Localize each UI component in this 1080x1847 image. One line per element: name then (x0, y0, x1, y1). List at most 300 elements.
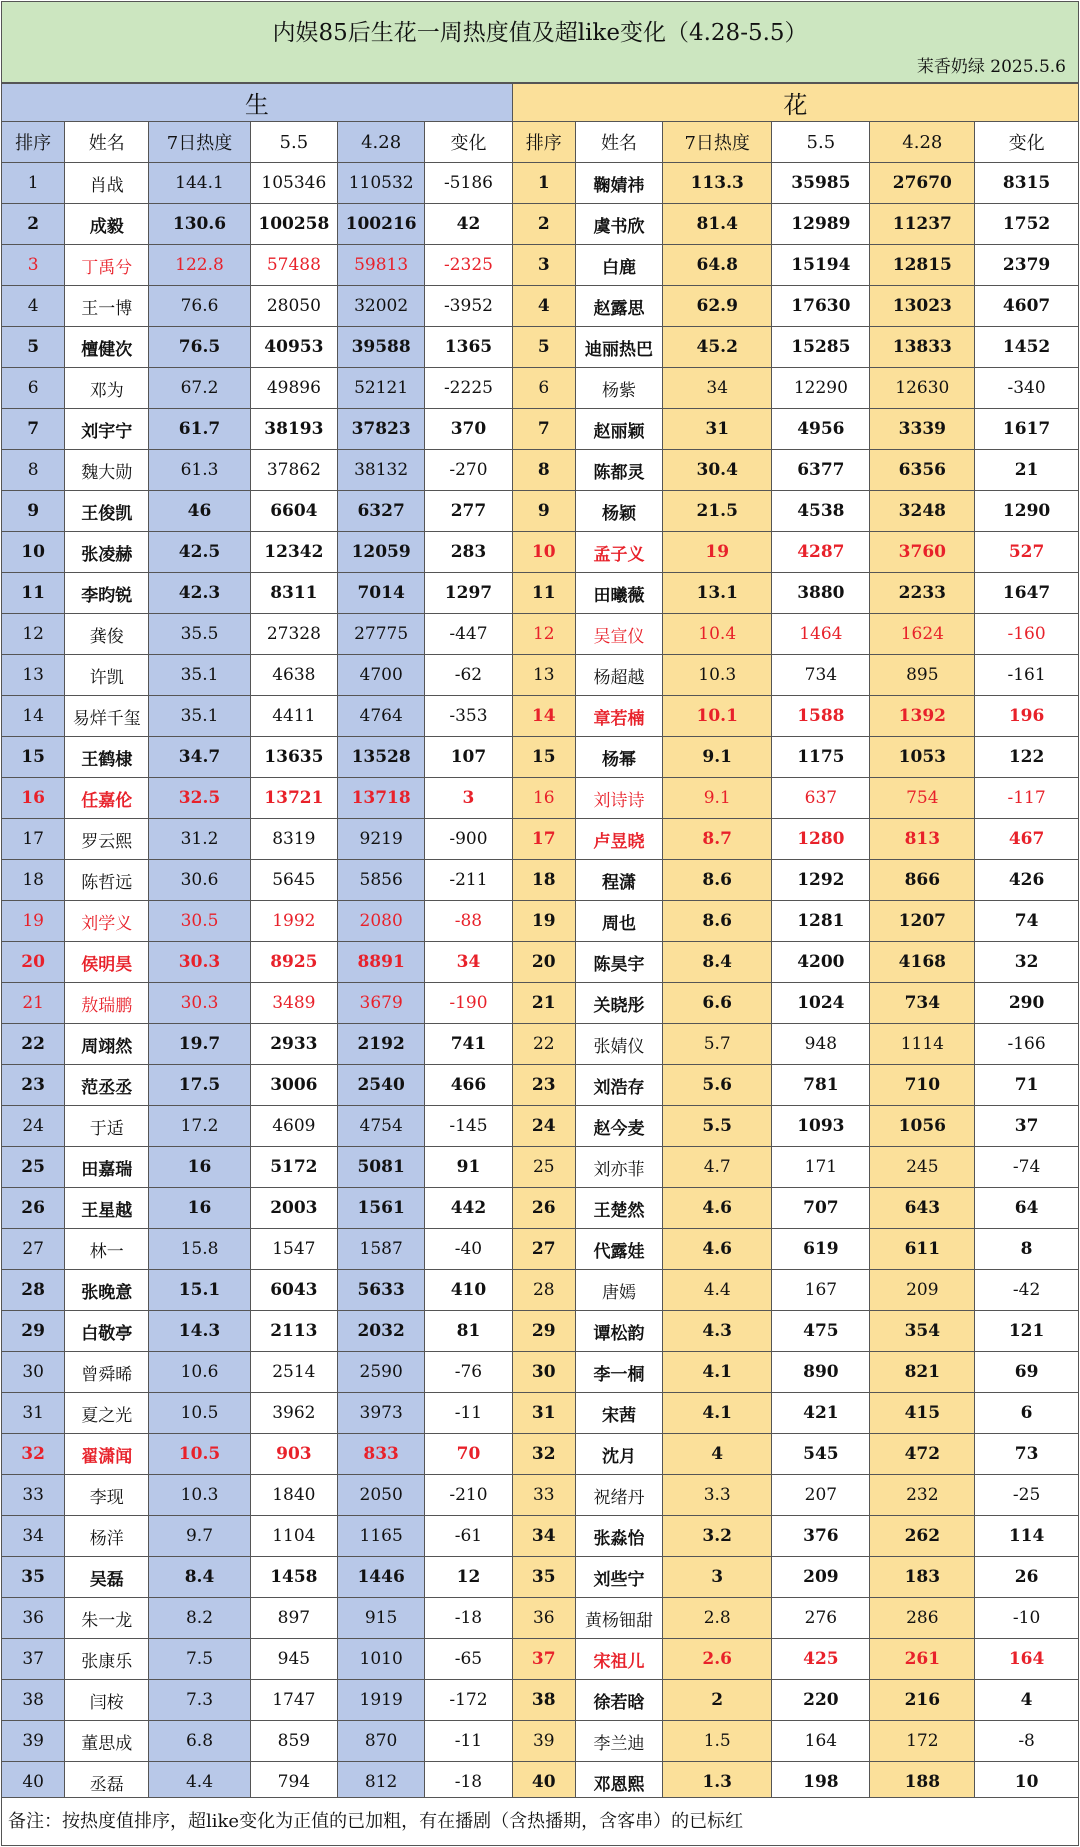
sheng-change-cell: 107 (425, 737, 512, 778)
sheng-value-0428-cell: 1587 (338, 1229, 425, 1270)
sheng-name-cell: 于适 (65, 1106, 149, 1147)
sheng-rank-cell: 9 (2, 491, 65, 532)
hua-name-cell: 张婧仪 (575, 1024, 662, 1065)
sheng-rank-cell: 8 (2, 450, 65, 491)
table-row (2, 1434, 1079, 1475)
sheng-rank-cell: 13 (2, 655, 65, 696)
hua-name-cell: 杨超越 (575, 655, 662, 696)
table-row (2, 1557, 1079, 1598)
hua-rank-cell: 15 (512, 737, 575, 778)
sheng-change-cell: -211 (425, 860, 512, 901)
sheng-value-0505-cell: 945 (250, 1639, 337, 1680)
hua-value-0505-cell: 3880 (772, 573, 870, 614)
hua-value-0428-cell: 216 (870, 1680, 975, 1721)
sheng-heat-cell: 61.7 (149, 409, 250, 450)
sheng-value-0505-cell: 5172 (250, 1147, 337, 1188)
hua-value-0505-cell: 167 (772, 1270, 870, 1311)
hua-heat-cell: 9.1 (663, 778, 772, 819)
sheng-heat-cell: 17.2 (149, 1106, 250, 1147)
hua-rank-cell: 33 (512, 1475, 575, 1516)
sheng-name-cell: 杨洋 (65, 1516, 149, 1557)
hua-change-cell: 1752 (975, 204, 1079, 245)
hua-rank-cell: 12 (512, 614, 575, 655)
sheng-heat-cell: 35.5 (149, 614, 250, 655)
hua-heat-cell: 3.3 (663, 1475, 772, 1516)
hua-value-0505-cell: 1024 (772, 983, 870, 1024)
sheng-rank-cell: 4 (2, 286, 65, 327)
sheng-heat-cell: 35.1 (149, 655, 250, 696)
hua-change-cell: 467 (975, 819, 1079, 860)
sheng-rank-cell: 34 (2, 1516, 65, 1557)
sheng-heat-cell: 16 (149, 1147, 250, 1188)
sheng-heat-cell: 4.4 (149, 1762, 250, 1803)
sheng-value-0428-cell: 1010 (338, 1639, 425, 1680)
sheng-rank-cell: 14 (2, 696, 65, 737)
sheng-rank-cell: 12 (2, 614, 65, 655)
sheng-value-0505-cell: 4638 (250, 655, 337, 696)
sheng-heat-cell: 15.1 (149, 1270, 250, 1311)
hua-heat-cell: 2.6 (663, 1639, 772, 1680)
hua-name-cell: 唐嫣 (575, 1270, 662, 1311)
hua-heat-cell: 31 (663, 409, 772, 450)
hua-value-0428-cell: 415 (870, 1393, 975, 1434)
sheng-value-0428-cell: 6327 (338, 491, 425, 532)
sheng-name-cell: 刘宇宁 (65, 409, 149, 450)
sheng-rank-cell: 21 (2, 983, 65, 1024)
hua-name-cell: 迪丽热巴 (575, 327, 662, 368)
table-row (2, 286, 1079, 327)
sheng-name-cell: 檀健次 (65, 327, 149, 368)
sheng-heat-cell: 32.5 (149, 778, 250, 819)
hua-heat-cell: 19 (663, 532, 772, 573)
hua-value-0505-cell: 637 (772, 778, 870, 819)
hua-value-0505-cell: 376 (772, 1516, 870, 1557)
hua-heat-cell: 8.7 (663, 819, 772, 860)
sheng-rank-cell: 15 (2, 737, 65, 778)
sheng-value-0428-cell: 13528 (338, 737, 425, 778)
hua-name-cell: 刘些宁 (575, 1557, 662, 1598)
hua-value-0505-cell: 276 (772, 1598, 870, 1639)
hua-change-cell: 1617 (975, 409, 1079, 450)
col-header-heat: 7日热度 (149, 122, 250, 163)
hua-value-0428-cell: 813 (870, 819, 975, 860)
hua-change-cell: 74 (975, 901, 1079, 942)
sheng-change-cell: 466 (425, 1065, 512, 1106)
hua-rank-cell: 34 (512, 1516, 575, 1557)
sheng-change-cell: 741 (425, 1024, 512, 1065)
col-header-rank: 排序 (2, 122, 65, 163)
sheng-change-cell: 12 (425, 1557, 512, 1598)
hua-heat-cell: 10.1 (663, 696, 772, 737)
hua-value-0505-cell: 198 (772, 1762, 870, 1803)
table-row (2, 327, 1079, 368)
hua-heat-cell: 4.3 (663, 1311, 772, 1352)
sheng-name-cell: 魏大勋 (65, 450, 149, 491)
hua-heat-cell: 45.2 (663, 327, 772, 368)
hua-value-0428-cell: 1392 (870, 696, 975, 737)
sheng-value-0428-cell: 2590 (338, 1352, 425, 1393)
sheng-value-0505-cell: 4609 (250, 1106, 337, 1147)
table-row (2, 1024, 1079, 1065)
hua-value-0505-cell: 1280 (772, 819, 870, 860)
hua-value-0428-cell: 13023 (870, 286, 975, 327)
hua-name-cell: 刘诗诗 (575, 778, 662, 819)
hua-value-0428-cell: 245 (870, 1147, 975, 1188)
sheng-name-cell: 敖瑞鹏 (65, 983, 149, 1024)
hua-name-cell: 章若楠 (575, 696, 662, 737)
sheng-name-cell: 张晚意 (65, 1270, 149, 1311)
hua-rank-cell: 30 (512, 1352, 575, 1393)
sheng-name-cell: 夏之光 (65, 1393, 149, 1434)
hua-name-cell: 邓恩熙 (575, 1762, 662, 1803)
table-row (2, 1680, 1079, 1721)
sheng-value-0505-cell: 1840 (250, 1475, 337, 1516)
hua-value-0505-cell: 890 (772, 1352, 870, 1393)
sheng-change-cell: -5186 (425, 163, 512, 204)
table-row (2, 901, 1079, 942)
hua-change-cell: 8 (975, 1229, 1079, 1270)
table-row (2, 696, 1079, 737)
hua-heat-cell: 5.5 (663, 1106, 772, 1147)
sheng-value-0428-cell: 4700 (338, 655, 425, 696)
hua-change-cell: 2379 (975, 245, 1079, 286)
sheng-heat-cell: 122.8 (149, 245, 250, 286)
hua-value-0428-cell: 611 (870, 1229, 975, 1270)
hua-value-0505-cell: 475 (772, 1311, 870, 1352)
sheng-change-cell: 3 (425, 778, 512, 819)
hua-change-cell: -42 (975, 1270, 1079, 1311)
sheng-value-0505-cell: 100258 (250, 204, 337, 245)
sheng-heat-cell: 16 (149, 1188, 250, 1229)
hua-name-cell: 杨紫 (575, 368, 662, 409)
sheng-rank-cell: 29 (2, 1311, 65, 1352)
sheng-name-cell: 翟潇闻 (65, 1434, 149, 1475)
hua-rank-cell: 27 (512, 1229, 575, 1270)
sheng-value-0428-cell: 5081 (338, 1147, 425, 1188)
table-row (2, 942, 1079, 983)
sheng-name-cell: 王一博 (65, 286, 149, 327)
hua-change-cell: 6 (975, 1393, 1079, 1434)
hua-value-0505-cell: 1464 (772, 614, 870, 655)
table-row (2, 491, 1079, 532)
sheng-change-cell: -40 (425, 1229, 512, 1270)
sheng-heat-cell: 19.7 (149, 1024, 250, 1065)
sheng-rank-cell: 35 (2, 1557, 65, 1598)
col-header-d428: 4.28 (870, 122, 975, 163)
sheng-name-cell: 李昀锐 (65, 573, 149, 614)
hua-value-0428-cell: 1056 (870, 1106, 975, 1147)
hua-rank-cell: 10 (512, 532, 575, 573)
sheng-change-cell: -88 (425, 901, 512, 942)
sheng-value-0505-cell: 897 (250, 1598, 337, 1639)
col-header-name: 姓名 (575, 122, 662, 163)
sheng-value-0428-cell: 1165 (338, 1516, 425, 1557)
hua-value-0505-cell: 15285 (772, 327, 870, 368)
hua-value-0505-cell: 1093 (772, 1106, 870, 1147)
hua-value-0428-cell: 472 (870, 1434, 975, 1475)
sheng-heat-cell: 34.7 (149, 737, 250, 778)
hua-value-0505-cell: 4287 (772, 532, 870, 573)
sheng-value-0428-cell: 27775 (338, 614, 425, 655)
sheng-heat-cell: 31.2 (149, 819, 250, 860)
sheng-value-0505-cell: 13721 (250, 778, 337, 819)
hua-name-cell: 徐若晗 (575, 1680, 662, 1721)
sheng-heat-cell: 10.3 (149, 1475, 250, 1516)
hua-heat-cell: 10.3 (663, 655, 772, 696)
sheng-value-0505-cell: 859 (250, 1721, 337, 1762)
sheng-rank-cell: 17 (2, 819, 65, 860)
sheng-heat-cell: 61.3 (149, 450, 250, 491)
sheng-rank-cell: 2 (2, 204, 65, 245)
hua-change-cell: 71 (975, 1065, 1079, 1106)
table-row (2, 1270, 1079, 1311)
hua-name-cell: 李兰迪 (575, 1721, 662, 1762)
sheng-rank-cell: 19 (2, 901, 65, 942)
table-row (2, 1311, 1079, 1352)
hua-name-cell: 赵露思 (575, 286, 662, 327)
table-row (2, 655, 1079, 696)
sheng-value-0428-cell: 37823 (338, 409, 425, 450)
hua-rank-cell: 16 (512, 778, 575, 819)
sheng-name-cell: 丞磊 (65, 1762, 149, 1803)
hua-value-0428-cell: 183 (870, 1557, 975, 1598)
table-row (2, 450, 1079, 491)
hua-name-cell: 代露娃 (575, 1229, 662, 1270)
sheng-value-0505-cell: 3962 (250, 1393, 337, 1434)
hua-heat-cell: 34 (663, 368, 772, 409)
hua-heat-cell: 4.7 (663, 1147, 772, 1188)
sheng-value-0428-cell: 833 (338, 1434, 425, 1475)
hua-value-0505-cell: 1588 (772, 696, 870, 737)
sheng-change-cell: -65 (425, 1639, 512, 1680)
sheng-name-cell: 董思成 (65, 1721, 149, 1762)
sheng-change-cell: 91 (425, 1147, 512, 1188)
sheng-rank-cell: 6 (2, 368, 65, 409)
sheng-value-0505-cell: 794 (250, 1762, 337, 1803)
hua-value-0428-cell: 286 (870, 1598, 975, 1639)
hua-change-cell: 37 (975, 1106, 1079, 1147)
sheng-heat-cell: 7.5 (149, 1639, 250, 1680)
sheng-value-0428-cell: 2192 (338, 1024, 425, 1065)
sheng-heat-cell: 10.5 (149, 1434, 250, 1475)
sheng-change-cell: -18 (425, 1762, 512, 1803)
hua-rank-cell: 31 (512, 1393, 575, 1434)
sheng-value-0428-cell: 812 (338, 1762, 425, 1803)
sheng-change-cell: -210 (425, 1475, 512, 1516)
hua-change-cell: 114 (975, 1516, 1079, 1557)
hua-heat-cell: 5.7 (663, 1024, 772, 1065)
hua-value-0505-cell: 35985 (772, 163, 870, 204)
sheng-value-0428-cell: 7014 (338, 573, 425, 614)
sheng-value-0428-cell: 38132 (338, 450, 425, 491)
sheng-rank-cell: 23 (2, 1065, 65, 1106)
hua-value-0505-cell: 6377 (772, 450, 870, 491)
sheng-heat-cell: 35.1 (149, 696, 250, 737)
sheng-value-0505-cell: 105346 (250, 163, 337, 204)
sheng-change-cell: -190 (425, 983, 512, 1024)
hua-name-cell: 赵丽颖 (575, 409, 662, 450)
sheng-change-cell: 277 (425, 491, 512, 532)
hua-value-0428-cell: 1207 (870, 901, 975, 942)
hua-value-0505-cell: 164 (772, 1721, 870, 1762)
sheng-name-cell: 田嘉瑞 (65, 1147, 149, 1188)
sheng-value-0428-cell: 3973 (338, 1393, 425, 1434)
hua-rank-cell: 9 (512, 491, 575, 532)
sheng-change-cell: -3952 (425, 286, 512, 327)
hua-change-cell: -160 (975, 614, 1079, 655)
col-header-heat: 7日热度 (663, 122, 772, 163)
hua-value-0428-cell: 895 (870, 655, 975, 696)
sheng-value-0505-cell: 13635 (250, 737, 337, 778)
sheng-value-0428-cell: 9219 (338, 819, 425, 860)
group-header-sheng: 生 (2, 84, 513, 122)
hua-heat-cell: 4.4 (663, 1270, 772, 1311)
hua-heat-cell: 4.6 (663, 1229, 772, 1270)
sheng-name-cell: 易烊千玺 (65, 696, 149, 737)
sheng-name-cell: 邓为 (65, 368, 149, 409)
hua-name-cell: 田曦薇 (575, 573, 662, 614)
hua-value-0505-cell: 545 (772, 1434, 870, 1475)
hua-value-0428-cell: 11237 (870, 204, 975, 245)
hua-heat-cell: 3 (663, 1557, 772, 1598)
table-row (2, 1516, 1079, 1557)
sheng-name-cell: 白敬亭 (65, 1311, 149, 1352)
hua-name-cell: 虞书欣 (575, 204, 662, 245)
hua-value-0428-cell: 710 (870, 1065, 975, 1106)
sheng-value-0428-cell: 32002 (338, 286, 425, 327)
table-row (2, 1475, 1079, 1516)
sheng-name-cell: 任嘉伦 (65, 778, 149, 819)
hua-value-0505-cell: 781 (772, 1065, 870, 1106)
hua-change-cell: 290 (975, 983, 1079, 1024)
sheng-change-cell: -2225 (425, 368, 512, 409)
sheng-rank-cell: 32 (2, 1434, 65, 1475)
sheng-rank-cell: 37 (2, 1639, 65, 1680)
sheet-header (1, 1, 1079, 83)
hua-rank-cell: 7 (512, 409, 575, 450)
hua-value-0428-cell: 261 (870, 1639, 975, 1680)
hua-rank-cell: 39 (512, 1721, 575, 1762)
hua-value-0428-cell: 643 (870, 1188, 975, 1229)
table-row (2, 368, 1079, 409)
hua-value-0428-cell: 3248 (870, 491, 975, 532)
hua-name-cell: 程潇 (575, 860, 662, 901)
sheng-value-0505-cell: 1458 (250, 1557, 337, 1598)
hua-change-cell: 4607 (975, 286, 1079, 327)
table-row (2, 614, 1079, 655)
hua-value-0428-cell: 262 (870, 1516, 975, 1557)
hua-change-cell: 122 (975, 737, 1079, 778)
hua-change-cell: 164 (975, 1639, 1079, 1680)
sheng-heat-cell: 8.4 (149, 1557, 250, 1598)
hua-rank-cell: 19 (512, 901, 575, 942)
sheng-name-cell: 陈哲远 (65, 860, 149, 901)
hua-rank-cell: 4 (512, 286, 575, 327)
sheng-change-cell: 410 (425, 1270, 512, 1311)
sheng-value-0505-cell: 903 (250, 1434, 337, 1475)
hua-change-cell: 196 (975, 696, 1079, 737)
table-row (2, 1065, 1079, 1106)
sheng-rank-cell: 18 (2, 860, 65, 901)
hua-rank-cell: 32 (512, 1434, 575, 1475)
hua-name-cell: 谭松韵 (575, 1311, 662, 1352)
hua-rank-cell: 25 (512, 1147, 575, 1188)
hua-heat-cell: 8.6 (663, 860, 772, 901)
sheng-change-cell: -76 (425, 1352, 512, 1393)
hua-value-0505-cell: 421 (772, 1393, 870, 1434)
hua-rank-cell: 22 (512, 1024, 575, 1065)
sheng-name-cell: 张康乐 (65, 1639, 149, 1680)
sheng-rank-cell: 38 (2, 1680, 65, 1721)
hua-heat-cell: 5.6 (663, 1065, 772, 1106)
hua-change-cell: 527 (975, 532, 1079, 573)
sheng-name-cell: 丁禹兮 (65, 245, 149, 286)
hua-value-0428-cell: 12815 (870, 245, 975, 286)
sheng-name-cell: 张凌赫 (65, 532, 149, 573)
sheng-heat-cell: 76.6 (149, 286, 250, 327)
sheng-name-cell: 王鹤棣 (65, 737, 149, 778)
sheng-value-0428-cell: 1561 (338, 1188, 425, 1229)
sheng-rank-cell: 30 (2, 1352, 65, 1393)
sheng-value-0428-cell: 1919 (338, 1680, 425, 1721)
sheng-heat-cell: 30.3 (149, 983, 250, 1024)
hua-value-0428-cell: 3760 (870, 532, 975, 573)
hua-rank-cell: 18 (512, 860, 575, 901)
sheng-heat-cell: 130.6 (149, 204, 250, 245)
sheng-change-cell: -145 (425, 1106, 512, 1147)
hua-heat-cell: 9.1 (663, 737, 772, 778)
sheng-value-0505-cell: 40953 (250, 327, 337, 368)
sheng-heat-cell: 6.8 (149, 1721, 250, 1762)
table-row (2, 1147, 1079, 1188)
hua-change-cell: 1452 (975, 327, 1079, 368)
sheng-rank-cell: 26 (2, 1188, 65, 1229)
col-header-d55: 5.5 (772, 122, 870, 163)
hua-name-cell: 沈月 (575, 1434, 662, 1475)
hua-value-0428-cell: 209 (870, 1270, 975, 1311)
sheng-rank-cell: 36 (2, 1598, 65, 1639)
table-row (2, 1639, 1079, 1680)
sheng-heat-cell: 30.5 (149, 901, 250, 942)
hua-value-0428-cell: 754 (870, 778, 975, 819)
sheng-heat-cell: 144.1 (149, 163, 250, 204)
sheng-rank-cell: 28 (2, 1270, 65, 1311)
hua-rank-cell: 36 (512, 1598, 575, 1639)
sheng-name-cell: 肖战 (65, 163, 149, 204)
hua-name-cell: 赵今麦 (575, 1106, 662, 1147)
hua-value-0428-cell: 188 (870, 1762, 975, 1803)
sheng-change-cell: 42 (425, 204, 512, 245)
sheng-value-0505-cell: 1992 (250, 901, 337, 942)
sheng-change-cell: -270 (425, 450, 512, 491)
hua-rank-cell: 37 (512, 1639, 575, 1680)
sheng-value-0428-cell: 2032 (338, 1311, 425, 1352)
hua-change-cell: -161 (975, 655, 1079, 696)
col-header-d55: 5.5 (250, 122, 337, 163)
sheng-rank-cell: 24 (2, 1106, 65, 1147)
hua-value-0505-cell: 4538 (772, 491, 870, 532)
sheng-value-0505-cell: 1104 (250, 1516, 337, 1557)
sheng-value-0505-cell: 1747 (250, 1680, 337, 1721)
sheng-change-cell: -353 (425, 696, 512, 737)
hua-change-cell: -117 (975, 778, 1079, 819)
sheng-value-0505-cell: 8925 (250, 942, 337, 983)
sheng-value-0428-cell: 52121 (338, 368, 425, 409)
hua-rank-cell: 24 (512, 1106, 575, 1147)
table-row (2, 163, 1079, 204)
sheng-value-0428-cell: 915 (338, 1598, 425, 1639)
hua-rank-cell: 6 (512, 368, 575, 409)
